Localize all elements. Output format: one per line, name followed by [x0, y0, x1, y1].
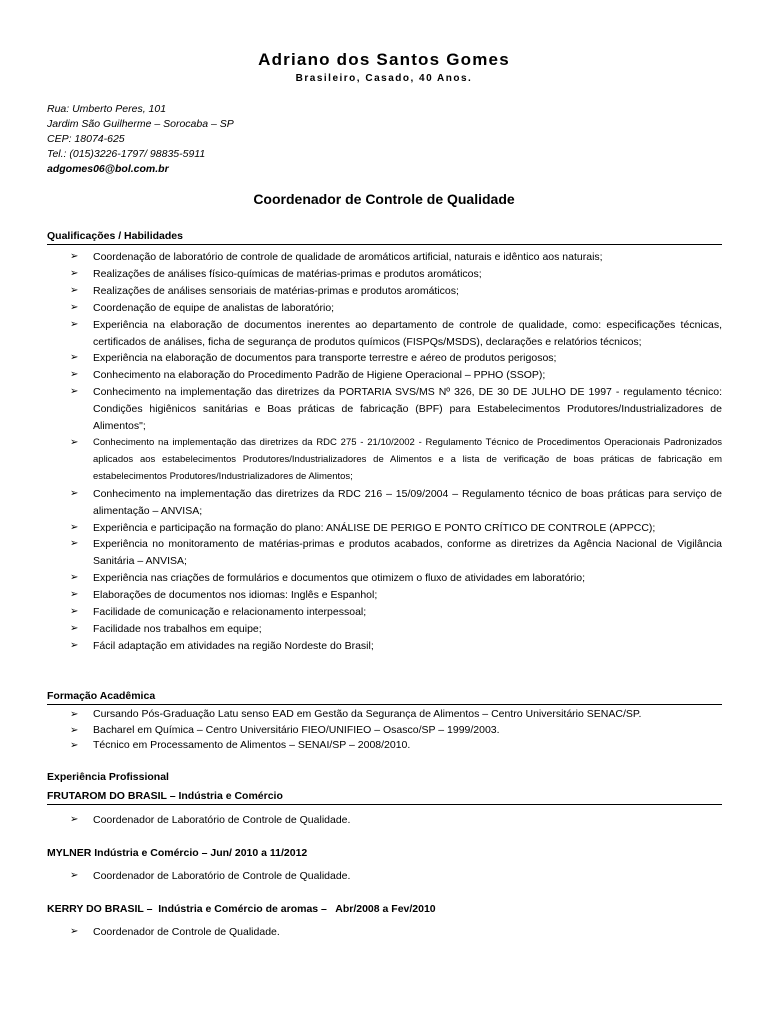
arrowhead-bullet-icon: ➢ [70, 318, 79, 330]
list-item: ➢ Conhecimento na elaboração do Procedimento Padrão de Higiene Operacional – PPHO (SSOP); [47, 367, 722, 384]
list-item: ➢ Facilidade nos trabalhos em equipe; [47, 621, 722, 638]
arrowhead-bullet-icon: ➢ [70, 724, 79, 736]
list-item: ➢ Coordenação de laboratório de controle de qualidade de aromáticos artificial, naturais e idêntico aos naturais; [47, 249, 722, 266]
list-item: ➢ Facilidade de comunicação e relacionamento interpessoal; [47, 604, 722, 621]
list-item: ➢ Conhecimento na implementação das diretrizes da PORTARIA SVS/MS Nº 326, DE 30 DE JULHO DE 1997 - regulamento técnico: Condições higiênicos sanitárias e Boas práticas de fabricação (BPF) para Estabelecimentos Produtores/Industrializadores de Alimentos"; [70, 386, 722, 433]
arrowhead-bullet-icon: ➢ [70, 369, 79, 381]
arrowhead-bullet-icon: ➢ [70, 521, 79, 533]
arrowhead-bullet-icon: ➢ [70, 352, 79, 364]
arrowhead-bullet-icon: ➢ [70, 639, 79, 651]
role-title: Coordenador de Controle de Qualidade [253, 191, 515, 207]
qualifications-heading: Qualificações / Habilidades [47, 230, 722, 245]
address-street: Rua: Umberto Peres, 101 [47, 103, 167, 115]
list-item: ➢ Técnico em Processamento de Alimentos – SENAI/SP – 2008/2010. [47, 738, 722, 754]
list-item: ➢ Bacharel em Química – Centro Universitário FIEO/UNIFIEO – Osasco/SP – 1999/2003. [47, 723, 722, 739]
list-item: ➢ Experiência na elaboração de documentos inerentes ao departamento de controle de qualidade, como: especificações técnicas, certificados de análises, ficha de segurança de produtos químicos (FISPQs/MSDS), declarações e relatórios técnicos; [70, 318, 722, 348]
experience-heading: Experiência Profissional [47, 771, 169, 783]
resume-page: Adriano dos Santos Gomes Brasileiro, Casado, 40 Anos. Rua: Umberto Peres, 101 Jardim São Guilherme – Sorocaba – SP CEP: 18074-625 Tel.: (015)3226-1797/ 98835-5911 adgomes06@bol.com.br Coordenador de Controle de Qualidade Qualificações / Habilidades ➢ Coordenação de laboratório de controle de qualidade de aromáticos artificial, naturais e idêntico aos naturais; ➢ Realizações de análises físico-químicas de matérias-primas e produtos aromáticos; ➢ Realizações de análises sensoriais de matérias-primas e produtos aromáticos; ➢ Coordenação de equipe de analistas de laboratório; ➢ Experiência na elaboração de documentos inerentes ao departamento de controle de qualidade, como: especificações técnicas, certificados de análises, ficha de segurança de produtos químicos (FISPQs/MSDS), declarações e relatórios técnicos; ➢ Experiência na elaboração de documentos para transporte terrestre e aéreo de produtos perigosos; ➢ Conhecimento na elaboração do Procedimento Padrão de Higiene Operacional – PPHO (SSOP); ➢ Conhecimento na implementação das diretrizes da PORTARIA SVS/MS Nº 326, DE 30 DE JULHO DE 1997 - regulamento técnico: Condições higiênicos sanitárias e Boas práticas de fabricação (BPF) para Estabelecimentos Produtores/Industrializadores de Alimentos"; ➢ Conhecimento na implementação das diretrizes da RDC 275 - 21/10/2002 - Regulamento Técnico de Procedimentos Operacionais Padronizados aplicados aos estabelecimentos Produtores/Industrializadores de Alimentos e a lista de verificação de boas práticas de fabricação em estabelecimentos Produtores/Industrializadores de Alimentos; ➢ Conhecimento na implementação das diretrizes da RDC 216 – 15/09/2004 – Regulamento técnico de boas práticas para serviço de alimentação – ANVISA; ➢ Experiência e participação na formação do plano: ANÁLISE DE PERIGO E PONTO CRÍTICO DE CONTROLE (APPCC); ➢ Experiência no monitoramento de matérias-primas e produtos acabados, conforme as diretrizes da Agência Nacional de Vigilância Sanitária – ANVISA; ➢ Experiência nas criações de formulários e documentos que otimizem o fluxo de atividades em laboratório; ➢ Elaborações de documentos nos idiomas: Inglês e Espanhol; ➢ Facilidade de comunicação e relacionamento interpessoal; ➢ Facilidade nos trabalhos em equipe; ➢ Fácil adaptação em atividades na região Nordeste do Brasil; Formação Acadêmica ➢ Cursando Pós-Graduação Latu senso EAD em Gestão da Segurança de Alimentos – Centro Universitário SENAC/SP. ➢ Bacharel em Química – Centro Universitário FIEO/UNIFIEO – Osasco/SP – 1999/2003. ➢ Técnico em Processamento de Alimentos – SENAI/SP – 2008/2010. Experiência Profissional FRUTAROM DO BRASIL – Indústria e Comércio ➢ Coordenador de Laboratório de Controle de Qualidade. MYLNER Indústria e Comércio – Jun/ 2010 a 11/2012 ➢ Coordenador de Laboratório de Controle de Qualidade. KERRY DO BRASIL – Indústria e Comércio de aromas – Abr/2008 a Fev/2010 ➢ Coordenador de Controle de Qualidade. [0, 0, 768, 1024]
arrowhead-bullet-icon: ➢ [70, 487, 79, 499]
list-item: ➢ Experiência nas criações de formulários e documentos que otimizem o fluxo de atividades em laboratório; [47, 570, 722, 587]
arrowhead-bullet-icon: ➢ [70, 814, 79, 825]
candidate-name: Adriano dos Santos Gomes [258, 50, 510, 69]
list-item: ➢ Coordenação de equipe de analistas de laboratório; [47, 300, 722, 317]
address-block [47, 102, 234, 177]
education-heading: Formação Acadêmica [47, 690, 722, 705]
arrowhead-bullet-icon: ➢ [70, 301, 79, 313]
arrowhead-bullet-icon: ➢ [70, 622, 79, 634]
list-item: ➢ Elaborações de documentos nos idiomas: Inglês e Espanhol; [47, 587, 722, 604]
address-phone: Tel.: (015)3226-1797/ 98835-5911 [47, 148, 206, 160]
arrowhead-bullet-icon: ➢ [70, 538, 79, 550]
arrowhead-bullet-icon: ➢ [70, 572, 79, 584]
list-item: ➢ Conhecimento na implementação das diretrizes da RDC 275 - 21/10/2002 - Regulamento Técnico de Procedimentos Operacionais Padronizados aplicados aos estabelecimentos Produtores/Industrializadores de Alimentos e a lista de verificação de boas práticas de fabricação em estabelecimentos Produtores/Industrializadores de Alimentos; [70, 436, 722, 482]
arrowhead-bullet-icon: ➢ [70, 251, 79, 262]
list-item: ➢ Realizações de análises sensoriais de matérias-primas e produtos aromáticos; [47, 283, 722, 300]
list-item: ➢ Experiência e participação na formação do plano: ANÁLISE DE PERIGO E PONTO CRÍTICO DE CONTROLE (APPCC); [47, 520, 722, 537]
list-item: ➢ Realizações de análises físico-químicas de matérias-primas e produtos aromáticos; [47, 266, 722, 283]
job-company: MYLNER Indústria e Comércio – Jun/ 2010 a 11/2012 [47, 847, 308, 859]
arrowhead-bullet-icon: ➢ [70, 926, 79, 937]
job-company: KERRY DO BRASIL – Indústria e Comércio de aromas – Abr/2008 a Fev/2010 [47, 903, 436, 915]
arrowhead-bullet-icon: ➢ [70, 589, 79, 601]
list-item: ➢ Cursando Pós-Graduação Latu senso EAD em Gestão da Segurança de Alimentos – Centro Universitário SENAC/SP. [47, 707, 722, 723]
arrowhead-bullet-icon: ➢ [70, 436, 79, 448]
arrowhead-bullet-icon: ➢ [70, 267, 79, 279]
education-list [47, 707, 722, 754]
arrowhead-bullet-icon: ➢ [70, 284, 79, 296]
qualifications-list [47, 249, 722, 655]
arrowhead-bullet-icon: ➢ [70, 870, 79, 881]
address-district: Jardim São Guilherme – Sorocaba – SP [47, 118, 234, 130]
arrowhead-bullet-icon: ➢ [70, 709, 79, 720]
candidate-subtitle: Brasileiro, Casado, 40 Anos. [295, 73, 473, 84]
job-company: FRUTAROM DO BRASIL – Indústria e Comércio [47, 790, 722, 805]
arrowhead-bullet-icon: ➢ [70, 740, 79, 752]
address-cep: CEP: 18074-625 [47, 133, 125, 145]
list-item: ➢ Experiência na elaboração de documentos para transporte terrestre e aéreo de produtos perigosos; [47, 350, 722, 367]
list-item: ➢ Fácil adaptação em atividades na região Nordeste do Brasil; [47, 638, 722, 655]
list-item: ➢ Conhecimento na implementação das diretrizes da RDC 216 – 15/09/2004 – Regulamento técnico de boas práticas para serviço de alimentação – ANVISA; [70, 487, 722, 517]
arrowhead-bullet-icon: ➢ [70, 606, 79, 618]
list-item: ➢ Experiência no monitoramento de matérias-primas e produtos acabados, conforme as diretrizes da Agência Nacional de Vigilância Sanitária – ANVISA; [70, 538, 722, 568]
address-email: adgomes06@bol.com.br [47, 163, 169, 175]
arrowhead-bullet-icon: ➢ [70, 386, 79, 398]
